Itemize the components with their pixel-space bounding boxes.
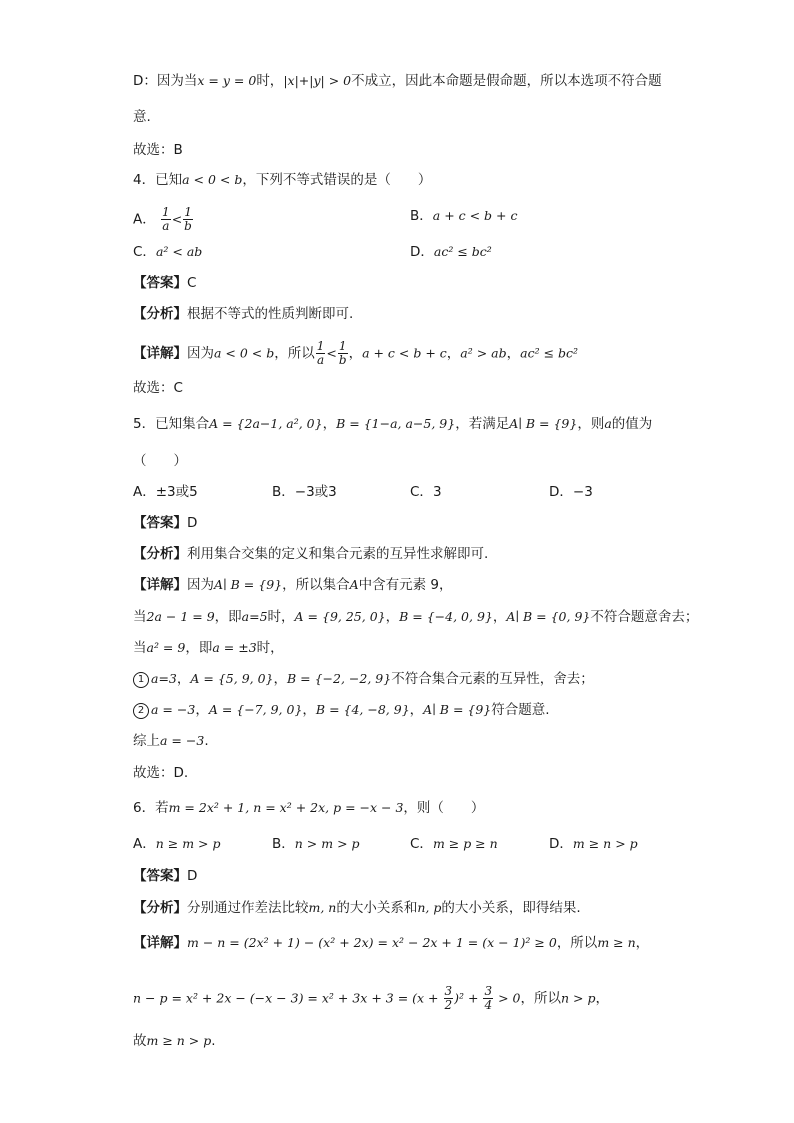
text: 故 (133, 1033, 147, 1049)
math: a² = 9 (146, 640, 186, 655)
text: 时， (256, 73, 284, 89)
math: n > m > p (294, 836, 360, 851)
text: ， (176, 671, 191, 687)
option-label: A． (133, 211, 156, 228)
text: ，则 (577, 416, 605, 432)
text: 因为 (187, 577, 214, 593)
q6-detail-line-2 (133, 985, 609, 1012)
math: A∣ B = {9} (509, 416, 578, 431)
q5-conclusion: 故选：D. (133, 765, 189, 781)
text: 的大小关系，即得结果. (441, 900, 581, 916)
answer-value: C (187, 275, 197, 291)
q4-answer (133, 273, 196, 293)
answer-tag: 【答案】 (133, 868, 187, 884)
math: m = 2x² + 1, n = x² + 2x, p = −x − 3 (168, 800, 404, 815)
q5-subcase-2 (133, 700, 550, 720)
math: A (349, 577, 359, 592)
text: 当 (133, 640, 147, 656)
text: 的值为 (611, 416, 653, 432)
math: m ≥ n > p (146, 1033, 212, 1048)
text: 中含有元素 9， (358, 577, 453, 593)
math: A = {5, 9, 0} (190, 671, 274, 686)
fraction (483, 985, 493, 1012)
math: a=3 (151, 671, 177, 686)
text: 5．已知集合 (133, 416, 210, 432)
text: . (204, 733, 209, 749)
math: x = y = 0 (197, 73, 257, 88)
circled-number: 1 (133, 672, 149, 688)
text: ，所以集合 (282, 577, 350, 593)
text: . (211, 1033, 216, 1049)
q5-subcase-1 (133, 669, 594, 689)
answer-tag: 【答案】 (133, 275, 187, 291)
q6-answer (133, 866, 197, 886)
math: A∣ B = {9} (214, 577, 283, 592)
option-label: A． (133, 836, 156, 852)
text: ，则（ ） (403, 800, 485, 816)
text: ， (506, 345, 521, 362)
text: ， (409, 702, 424, 718)
q5-option-a (133, 482, 198, 502)
text: ， (492, 609, 507, 625)
math: a=5 (241, 609, 268, 624)
math: n − p = x² + 2x − (−x − 3) = x² + 3x + 3 = (x + (133, 990, 443, 1006)
option-text: −3或3 (294, 484, 337, 500)
option-label: D． (410, 244, 434, 260)
q4-option-a (133, 206, 194, 233)
math: A = {2a−1, a², 0} (209, 416, 323, 431)
q5-detail (133, 575, 453, 595)
option-label: C． (410, 484, 433, 500)
math: m ≥ p ≥ n (432, 836, 498, 851)
numerator: 1 (316, 339, 325, 353)
math: n ≥ m > p (155, 836, 221, 851)
q4-detail (133, 340, 578, 367)
math: 2a − 1 = 9 (146, 609, 215, 624)
numerator: 3 (484, 984, 493, 998)
math: B = {1−a, a−5, 9} (336, 416, 456, 431)
q5-case-1 (133, 607, 698, 627)
text: 当 (133, 609, 147, 625)
math: |x|+|y| > 0 (283, 73, 352, 88)
text: 利用集合交集的定义和集合元素的互异性求解即可. (187, 546, 489, 562)
q6-option-b (272, 834, 360, 854)
math: m − n = (2x² + 1) − (x² + 2x) = x² − 2x + 1 = (x − 1)² ≥ 0 (187, 935, 557, 950)
option-text: 3 (432, 484, 442, 500)
option-text: −3 (572, 484, 593, 500)
math: a < 0 < b (182, 172, 243, 187)
text: ，即 (185, 640, 213, 656)
math: < (326, 345, 337, 361)
answer-value: D (187, 515, 198, 531)
math: A∣ B = {9} (423, 702, 492, 717)
text: 时， (267, 609, 295, 625)
text: ，下列不等式错误的是（ ） (242, 172, 432, 188)
denominator: b (338, 353, 347, 367)
math: a² < ab (155, 244, 203, 259)
math: B = {−4, 0, 9} (399, 609, 493, 624)
q4-option-b (410, 206, 517, 226)
text: D：因为当 (133, 73, 198, 89)
option-label: D． (549, 836, 573, 852)
q6-analysis (133, 898, 581, 918)
option-label: D． (549, 484, 573, 500)
text: ， (322, 416, 337, 432)
fraction (444, 985, 454, 1012)
denominator: a (162, 219, 170, 233)
math: m ≥ n > p (572, 836, 638, 851)
text: 6．若 (133, 800, 169, 816)
q5-option-d (549, 482, 593, 502)
text: 不符合集合元素的互异性，舍去； (391, 671, 594, 687)
math: A = {−7, 9, 0} (208, 702, 303, 717)
math: a + c < b + c (432, 208, 518, 223)
text: ， (595, 990, 609, 1007)
math: a (604, 416, 612, 431)
text: ， (635, 935, 650, 951)
prev-conclusion: 故选：B (133, 142, 183, 158)
math: > 0 (494, 990, 521, 1006)
math: B = {4, −8, 9} (315, 702, 410, 717)
text: ， (385, 609, 400, 625)
text: 不成立，因此本命题是假命题，所以本选项不符合题 (351, 73, 662, 89)
option-label: B． (410, 208, 433, 224)
option-label: B． (272, 484, 295, 500)
math: B = {−2, −2, 9} (287, 671, 392, 686)
answer-value: D (187, 868, 198, 884)
math: n, p (417, 900, 442, 915)
math: < (171, 211, 183, 227)
math: A∣ B = {0, 9} (506, 609, 591, 624)
detail-tag: 【详解】 (133, 577, 187, 593)
q4-option-d (410, 242, 492, 262)
detail-tag: 【详解】 (133, 345, 187, 362)
math: ac² ≤ bc² (520, 345, 579, 361)
text: 符合题意. (491, 702, 550, 718)
text: ，所以 (274, 345, 315, 362)
denominator: a (316, 353, 325, 367)
math: ac² ≤ bc² (433, 244, 492, 259)
denominator: b (184, 219, 192, 233)
analysis-tag: 【分析】 (133, 546, 187, 562)
circled-number: 2 (133, 703, 149, 719)
math: a² > ab (460, 345, 507, 361)
q4-conclusion: 故选：C (133, 380, 183, 396)
q5-stem (133, 414, 652, 434)
option-label: A． (133, 484, 156, 500)
q6-option-c (410, 834, 498, 854)
text: ，若满足 (455, 416, 510, 432)
text: ， (348, 345, 363, 362)
fraction (338, 340, 348, 367)
q4-analysis (133, 304, 353, 324)
q5-paren: （ ） (133, 453, 187, 469)
q5-option-c (410, 482, 442, 502)
denominator: 4 (484, 998, 493, 1012)
option-label: C． (410, 836, 433, 852)
text: ，所以 (556, 935, 598, 951)
text: ， (446, 345, 461, 362)
fraction (316, 340, 326, 367)
q6-detail (133, 933, 649, 953)
numerator: 1 (184, 205, 192, 219)
q5-summary (133, 731, 209, 751)
math: a = ±3 (212, 640, 257, 655)
math: m, n (308, 900, 337, 915)
text: 根据不等式的性质判断即可. (187, 306, 354, 322)
prev-option-d-line (133, 71, 662, 91)
q5-analysis (133, 544, 488, 564)
numerator: 3 (444, 984, 453, 998)
text: 因为 (187, 345, 214, 362)
analysis-tag: 【分析】 (133, 900, 187, 916)
text: ，即 (214, 609, 242, 625)
text: ， (195, 702, 209, 718)
analysis-tag: 【分析】 (133, 306, 187, 322)
text: 分别通过作差法比较 (187, 900, 309, 916)
math: m ≥ n (597, 935, 636, 950)
q6-stem (133, 798, 484, 818)
q6-option-d (549, 834, 638, 854)
q5-answer (133, 513, 197, 533)
math: A = {9, 25, 0} (294, 609, 386, 624)
q4-option-c (133, 242, 202, 262)
denominator: 2 (444, 998, 453, 1012)
text: ，所以 (520, 990, 561, 1007)
text: ， (273, 671, 287, 687)
prev-option-d-cont: 意. (133, 109, 151, 125)
math: a = −3 (151, 702, 196, 717)
detail-tag: 【详解】 (133, 935, 187, 951)
answer-tag: 【答案】 (133, 515, 187, 531)
numerator: 1 (338, 339, 347, 353)
numerator: 1 (162, 205, 170, 219)
math: a = −3 (160, 733, 205, 748)
text: ， (302, 702, 316, 718)
option-text: ±3或5 (155, 484, 198, 500)
q5-option-b (272, 482, 337, 502)
fraction (183, 206, 193, 233)
option-label: B． (272, 836, 295, 852)
math: a + c < b + c (362, 345, 447, 361)
q4-stem (133, 170, 431, 190)
math: n > p (560, 990, 596, 1006)
q6-option-a (133, 834, 221, 854)
q5-case-2 (133, 638, 284, 658)
q6-conclusion (133, 1031, 216, 1051)
text: 综上 (133, 733, 160, 749)
text: 不符合题意舍去； (590, 609, 699, 625)
text: 4．已知 (133, 172, 183, 188)
math: a < 0 < b (214, 345, 275, 361)
fraction (161, 206, 171, 233)
option-label: C． (133, 244, 156, 260)
text: 的大小关系和 (336, 900, 418, 916)
math: )² + (454, 990, 483, 1006)
text: 时， (256, 640, 284, 656)
